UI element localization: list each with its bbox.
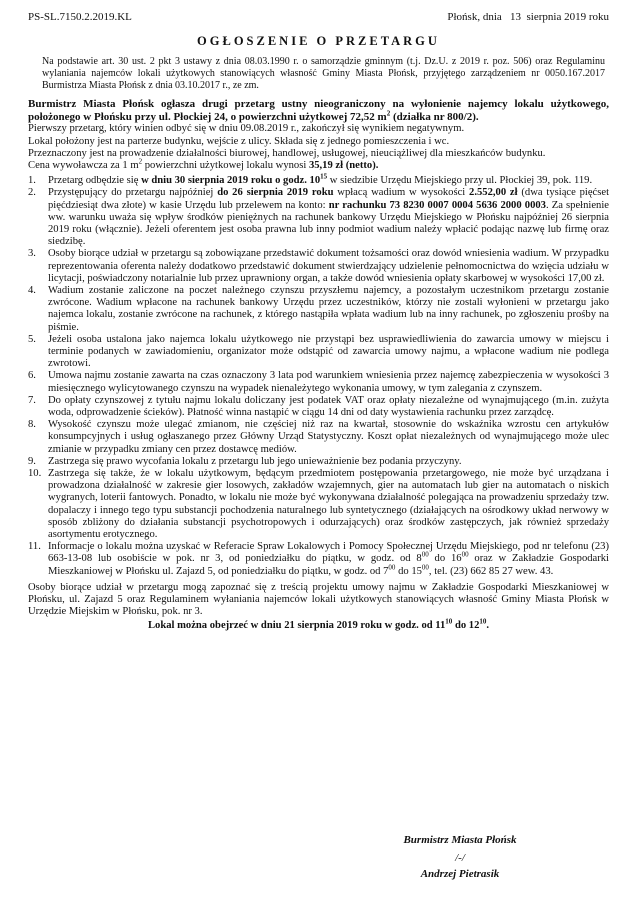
condition-number: 11. bbox=[28, 541, 41, 553]
viewing-sup-end: 10 bbox=[479, 616, 487, 625]
viewing-mid: do 12 bbox=[452, 619, 480, 631]
condition-number: 4. bbox=[28, 285, 36, 297]
condition-segment: do 16 bbox=[428, 553, 462, 565]
condition-segment: w dniu 30 sierpnia 2019 roku o godz. 10 bbox=[141, 175, 321, 187]
condition-number: 6. bbox=[28, 370, 36, 382]
condition-segment: 00 bbox=[388, 563, 396, 572]
condition-segment: Zastrzega się także, że w lokalu użytkowym, będącym przedmiotem postępowania przetargowego, nie może być urządzana i prowadzona działalność w zakresie gier losowych, zakładów wzajemnych, gier na automatach lub gier na automatach o niskich wygranych, loterii fantowych. Ponadto, w lokalu nie może być wykonywana działalność polegająca na prowadzeniu sprzedaży tzw. dopalaczy i innego tego typu substancji pochodzenia naturalnego lub syntetycznego (działających na ośrodkowy układ nerwowy w sposób zbliżony do działania substancji psychotropowych i odurzających) oraz środków zastępczych, jak również sprzedaży asortymentu erotycznego. bbox=[48, 468, 609, 541]
condition-text bbox=[48, 370, 609, 394]
condition-segment: Wysokość czynszu może ulegać zmianom, nie częściej niż raz na kwartał, stosownie do wskaźnika wzrostu cen artykułów konsumpcyjnych i usług ogłaszanego przez Główny Urząd Statystyczny. Koszt opłat niezależnych od wynajmującego może ulec zmianie w przypadku zmiany cen przez dostawcę mediów. bbox=[48, 419, 609, 455]
document-title: OGŁOSZENIE O PRZETARGU bbox=[197, 34, 440, 49]
viewing-end: . bbox=[486, 619, 490, 631]
condition-segment: 15 bbox=[320, 172, 328, 181]
condition-segment: Osoby biorące udział w przetargu są zobowiązane przedstawić dokument tożsamości oraz dowód wniesienia wadium. W przypadku reprezentowania oferenta należy dodatkowo przedstawić dokument stwierdzający udzielenie pełnomocnictwa do wzięcia udziału w licytacji, poświadczony notarialnie lub przez uprawniony organ, a także dowód wniesienia opłaty skarbowej w wysokości 17,00 zł. bbox=[48, 248, 609, 284]
condition-item bbox=[28, 172, 609, 187]
conditions-list bbox=[28, 172, 610, 578]
condition-number: 2. bbox=[28, 187, 36, 199]
condition-segment: do 15 bbox=[395, 565, 422, 577]
condition-segment: 00 bbox=[461, 550, 469, 559]
condition-text bbox=[48, 285, 609, 334]
condition-item bbox=[28, 456, 609, 468]
price-value: 35,19 zł (netto). bbox=[308, 159, 379, 171]
condition-number: 7. bbox=[28, 394, 36, 406]
condition-segment: oraz w Zakładzie Gospodarki Mieszkaniowej w Płońsku ul. Zajazd 5, od poniedziałku do piątku, w godz. od 7 bbox=[48, 553, 610, 577]
condition-segment: 00 bbox=[421, 563, 429, 572]
condition-segment: Umowa najmu zostanie zawarta na czas oznaczony 3 lata pod warunkiem wniesienia przez najemcę zabezpieczenia w wysokości 3 miesięcznego wylicytowanego czynszu na wypadek nienależytego wykonania umowy, w tym zalegania z czynszem. bbox=[48, 370, 609, 394]
condition-text bbox=[48, 334, 609, 371]
place-date: Płońsk, dnia 13 sierpnia 2019 roku bbox=[447, 11, 609, 23]
condition-item bbox=[28, 285, 609, 334]
condition-item bbox=[28, 187, 609, 248]
condition-segment: Informacje o lokalu można uzyskać w Referacie Spraw Lokalowych i Pomocy Społecznej Urzędu Miejskiego, pod nr telefonu (23) 663-13-08 lub osobiście w pok. nr 3, od poniedziałku do piątku, w godz. od 8 bbox=[48, 541, 609, 565]
condition-segment: wpłacą wadium w wysokości bbox=[333, 187, 470, 199]
condition-item bbox=[28, 248, 609, 285]
first-tender-note: Pierwszy przetarg, który winien odbyć się w dniu 09.08.2019 r., zakończył się wynikiem negatywnym. bbox=[28, 123, 465, 135]
condition-item bbox=[28, 541, 609, 578]
condition-number: 1. bbox=[28, 175, 36, 187]
condition-segment: 2.552,00 zł bbox=[469, 187, 518, 199]
condition-text bbox=[48, 248, 609, 285]
condition-segment: (dwa tysiące pięćset pięćdziesiąt dwa złote) w kasie Urzędu lub przelewem na konto: bbox=[48, 187, 610, 211]
condition-text bbox=[48, 468, 609, 541]
viewing-date bbox=[28, 616, 609, 632]
viewing-text: Lokal można obejrzeć w dniu 21 sierpnia 2019 roku w godz. od 11 bbox=[147, 619, 446, 631]
condition-segment: Zastrzega się prawo wycofania lokalu z przetargu lub jego unieważnienie bez podania przyczyny. bbox=[48, 455, 462, 467]
signature-mark: /-/ bbox=[455, 852, 465, 864]
condition-number: 3. bbox=[28, 248, 36, 260]
condition-item bbox=[28, 334, 609, 371]
announcement-end: (działka nr 800/2). bbox=[390, 110, 479, 123]
condition-text bbox=[48, 541, 609, 578]
condition-segment: Wadium zostanie zaliczone na poczet należnego czynszu przyszłemu najemcy, a pozostałym uczestnikom przetargu zostanie zwrócone. Wadium wpłacone na rachunek bankowy Urzędu przez uczestników, którzy nie zostali wyłonieni w przetargu jako najemca lokalu, zostanie zwrócone na rachunek, z którego nastąpiła wpłata wadium lub na inny rachunek, po zgłoszeniu prośby na piśmie. bbox=[48, 285, 609, 333]
price-prefix: Cena wywoławcza za 1 m bbox=[28, 159, 139, 171]
condition-item bbox=[28, 395, 609, 419]
condition-text bbox=[48, 395, 609, 419]
condition-number: 5. bbox=[28, 333, 36, 345]
document-header bbox=[28, 11, 609, 23]
condition-text bbox=[48, 419, 609, 456]
condition-segment: Jeżeli osoba ustalona jako najemca lokalu użytkowego nie przystąpi bez usprawiedliwienia do zawarcia umowy w miejscu i terminie podanych w zawiadomieniu, organizator może odstąpić od zawarcia umowy najmu, a wpłacone wadium nie podlega zwrotowi. bbox=[48, 333, 609, 370]
condition-text bbox=[48, 456, 609, 468]
condition-segment: w siedzibie Urzędu Miejskiego przy ul. Płockiej 39, pok. 119. bbox=[327, 175, 593, 187]
condition-segment: nr rachunku 73 8230 0007 0004 5636 2000 0003 bbox=[328, 199, 546, 211]
condition-segment: 00 bbox=[421, 550, 429, 559]
premises-location: Lokal położony jest na parterze budynku, wejście z ulicy. Składa się z jednego pomieszczenia i wc. bbox=[28, 135, 450, 147]
condition-segment: Przetarg odbędzie się bbox=[48, 175, 142, 187]
starting-price bbox=[28, 157, 609, 172]
reference-number: PS-SL.7150.2.2019.KL bbox=[28, 11, 132, 23]
condition-segment: Do opłaty czynszowej z tytułu najmu lokalu doliczany jest podatek VAT oraz opłaty niezależne od wynajmującego (m.in. zużyta woda, odprowadzenie ścieków). Płatność winna nastąpić w ciągu 14 dni od daty wystawienia rachunku przez zarządcę. bbox=[48, 394, 609, 419]
announcement-main: Burmistrz Miasta Płońsk ogłasza drugi przetarg ustny nieograniczony na wyłonienie najemcy lokalu użytkowego, położonego w Płońsku przy ul. Płockiej 24, o powierzchni użytkowej 72,52 m bbox=[28, 98, 609, 123]
legal-basis: Na podstawie art. 30 ust. 2 pkt 3 ustawy z dnia 08.03.1990 r. o samorządzie gminnym (t.j. Dz.U. z 2019 r. poz. 506) oraz Regulaminu wylaniania najemców lokali użytkowych stanowiących własność Gminy Miasta Płońsk, przyjętego zarządzeniem nr 0050.167.2017 Burmistrza Miasta Płońsk z dnia 03.10.2017 r., ze zm. bbox=[42, 56, 605, 91]
condition-item bbox=[28, 468, 609, 541]
announcement-lead bbox=[28, 98, 609, 123]
condition-number: 8. bbox=[28, 419, 36, 431]
area-superscript: 2 bbox=[386, 109, 391, 118]
closing-paragraph: Osoby biorące udział w przetargu mogą zapoznać się z treścią projektu umowy najmu w Zakładzie Gospodarki Mieszkaniowej w Płońsku, ul. Zajazd 5 oraz Regulaminem wyłaniania najemców lokali użytkowych stanowiących własność Gminy Miasta Płońsk w Urzędzie Miejskim w Płońsku, pok. nr 3. bbox=[28, 581, 609, 618]
viewing-sup-start: 10 bbox=[445, 616, 453, 625]
condition-segment: . Za spełnienie ww. warunku uważa się wpływ środków pieniężnych na rachunek bankowy Urzędu Miejskiego w Płońsku najpóźniej 26 sierpnia 2019 roku (włącznie). Jeżeli oferentem jest osoba prawna lub inny podmiot wadium należy wpłacić podając nazwę lub firmę oraz siedzibę. bbox=[48, 199, 609, 248]
condition-item bbox=[28, 370, 609, 394]
condition-segment: do 26 sierpnia 2019 roku bbox=[217, 187, 334, 199]
signatory-title: Burmistrz Miasta Płońsk bbox=[403, 834, 517, 846]
price-middle: powierzchni użytkowej lokalu wynosi bbox=[142, 159, 309, 171]
condition-number: 10. bbox=[28, 468, 42, 480]
condition-number: 9. bbox=[28, 455, 36, 467]
premises-purpose: Przeznaczony jest na prowadzenie działalności biurowej, handlowej, usługowej, nieuciążliwej dla mieszkańców budynku. bbox=[28, 147, 546, 159]
price-superscript: 2 bbox=[138, 157, 143, 166]
condition-segment: , tel. (23) 662 85 27 wew. 43. bbox=[428, 565, 554, 577]
condition-text bbox=[48, 172, 609, 187]
signatory-name: Andrzej Pietrasik bbox=[420, 868, 500, 880]
condition-text bbox=[48, 187, 609, 248]
condition-segment: Przystępujący do przetargu najpóźniej bbox=[48, 187, 218, 199]
condition-item bbox=[28, 419, 609, 456]
